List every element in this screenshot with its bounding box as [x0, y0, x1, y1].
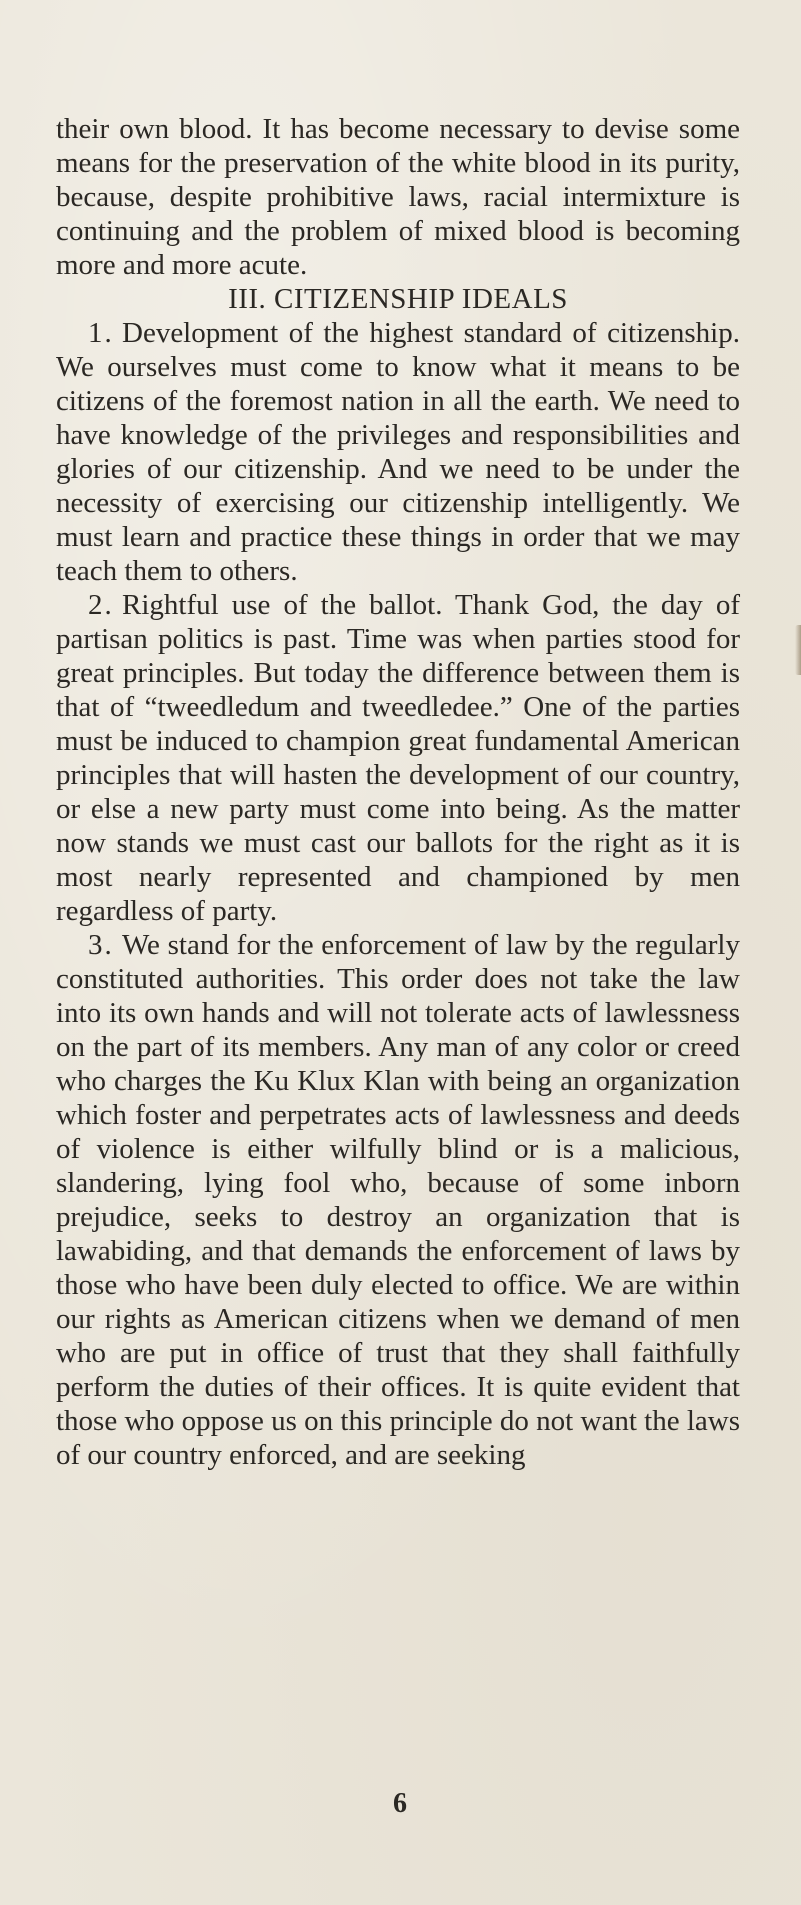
page-edge-mark: [795, 625, 801, 675]
item-text: We stand for the enforcement of law by the regularly constituted authorities. This order does not take the law into its own hands and will not tolerate acts of lawlessness on the part of its members. Any man of any color or creed who charges the Ku Klux Klan with being an organization which foster and perpetrates acts of lawlessness and deeds of violence is either wilfully blind or is a malicious, slandering, lying fool who, because of some inborn prejudice, seeks to destroy an organization that is lawabiding, and that demands the enforcement of laws by those who have been duly elected to office. We are within our rights as American citizens when we demand of men who are put in office of trust that they shall faithfully perform the duties of their offices. It is quite evident that those who oppose us on this principle do not want the laws of our country enforced, and are seeking: [56, 929, 740, 1471]
list-item: [56, 316, 740, 588]
list-item: [56, 928, 740, 1472]
section-heading: III. CITIZENSHIP IDEALS: [228, 283, 568, 315]
body-text: [56, 112, 740, 1472]
item-text: Development of the highest standard of citizenship. We ourselves must come to know what it means to be citizens of the foremost nation in all the earth. We need to have knowledge of the privileges and responsibilities and glories of our citizenship. And we need to be under the necessity of exercising our citizenship intelligently. We must learn and practice these things in order that we may teach them to others.: [56, 317, 740, 587]
item-number: 2.: [88, 589, 114, 621]
item-text: Rightful use of the ballot. Thank God, the day of partisan politics is past. Time was when parties stood for great principles. But today the difference between them is that of “tweedledum and tweedledee.” One of the parties must be induced to champion great fundamental American principles that will hasten the development of our country, or else a new party must come into being. As the matter now stands we must cast our ballots for the right as it is most nearly represented and championed by men regardless of party.: [56, 589, 740, 927]
list-item: [56, 588, 740, 928]
page-number: 6: [393, 1788, 407, 1819]
item-number: 3.: [88, 929, 114, 961]
item-number: 1.: [88, 317, 114, 349]
opening-paragraph: their own blood. It has become necessary to devise some means for the preservation of the white blood in its purity, because, despite prohibitive laws, racial intermixture is continuing and the problem of mixed blood is becoming more and more acute.: [56, 113, 740, 281]
